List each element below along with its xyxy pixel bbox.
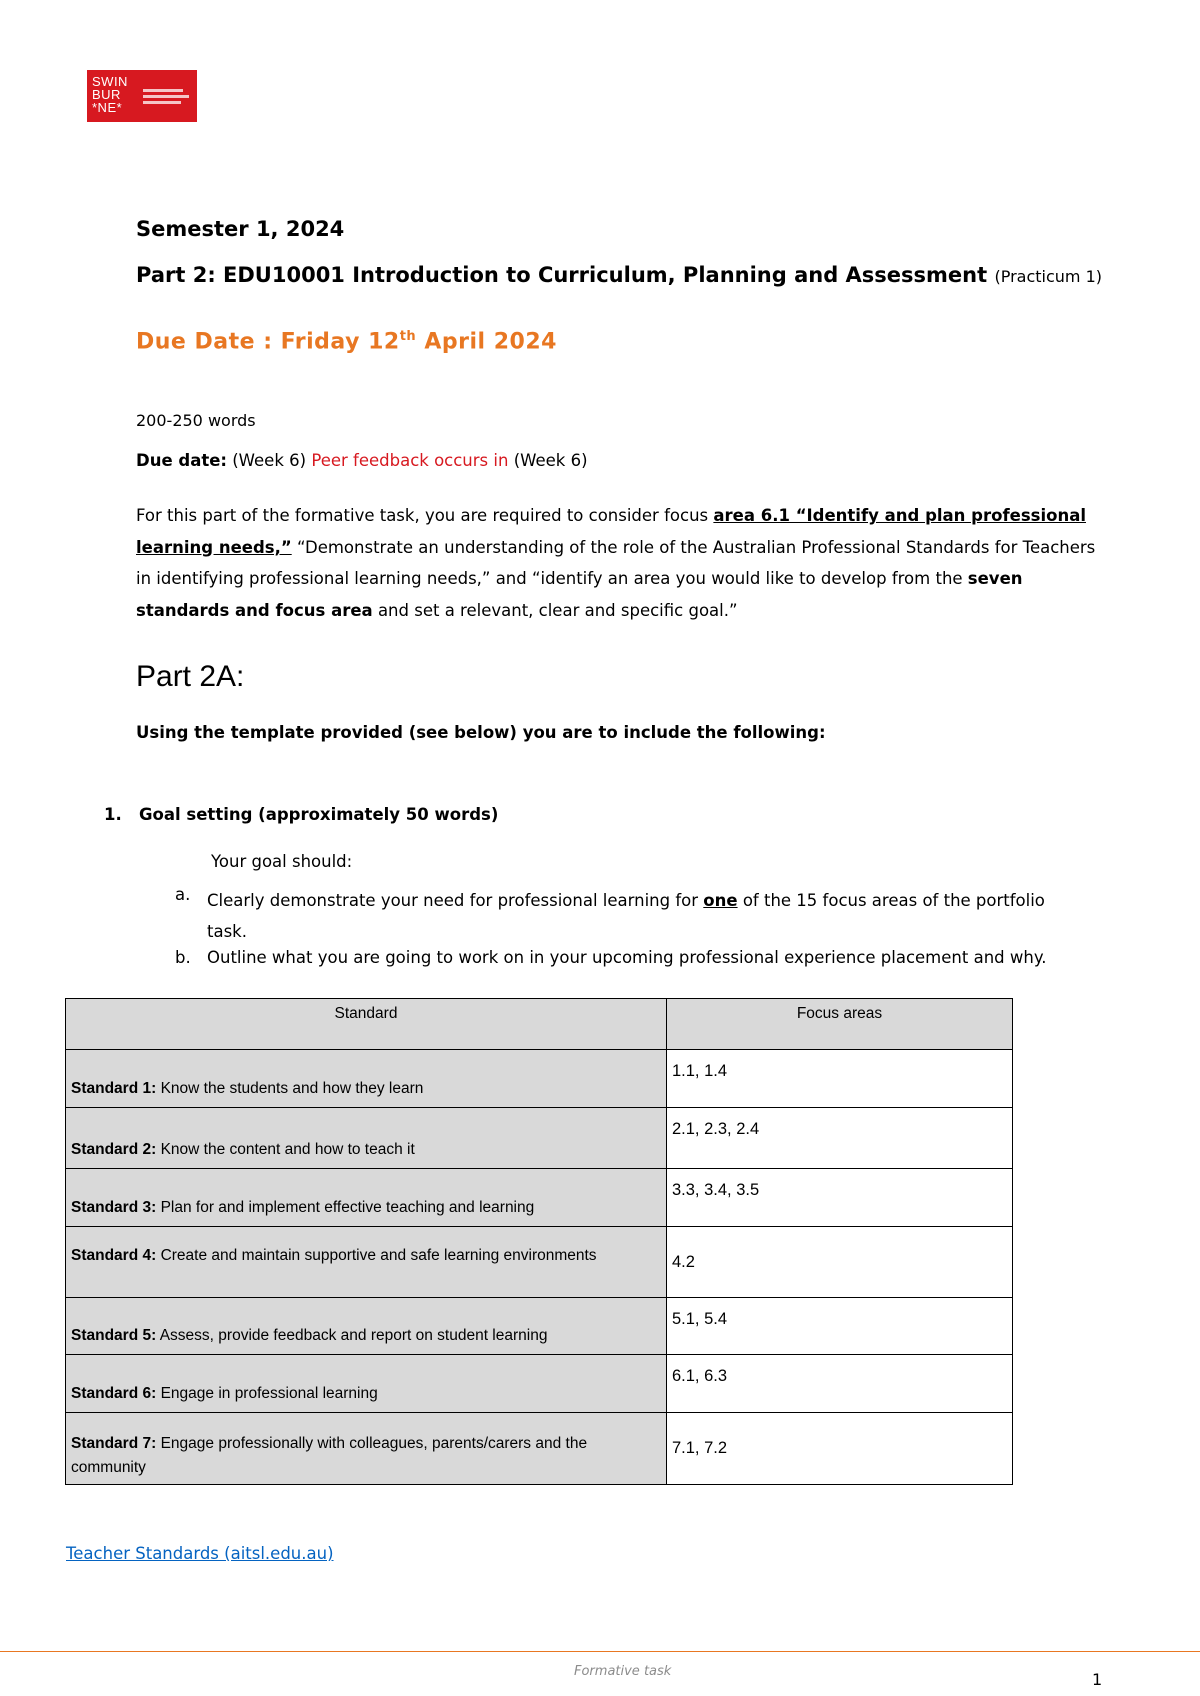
page-number: 1 <box>1092 1670 1103 1689</box>
logo-line-2: BUR <box>92 87 121 102</box>
table-row <box>66 1169 1013 1227</box>
standard-label: Standard 1: <box>71 1080 157 1097</box>
standard-cell <box>66 1298 667 1355</box>
due-date-sup: th <box>399 329 417 344</box>
word-count: 200-250 words <box>136 411 256 430</box>
focus-cell: 1.1, 1.4 <box>667 1050 1013 1108</box>
standard-desc: Assess, provide feedback and report on student learning <box>156 1327 548 1344</box>
footer-divider <box>0 1651 1200 1652</box>
standard-label: Standard 6: <box>71 1385 157 1402</box>
part-title <box>136 263 1102 287</box>
logo-line-3: *NE* <box>92 100 123 115</box>
table-row <box>66 1108 1013 1169</box>
standard-desc: Engage professionally with colleagues, parents/carers and the community <box>71 1435 588 1476</box>
item-a-label: a. <box>175 885 191 904</box>
standard-desc: Plan for and implement effective teaching and learning <box>156 1199 535 1216</box>
goal-intro: Your goal should: <box>211 852 353 871</box>
logo-line-1: SWIN <box>92 74 128 89</box>
focus-cell: 4.2 <box>667 1227 1013 1298</box>
standard-label: Standard 2: <box>71 1141 157 1158</box>
standard-desc: Create and maintain supportive and safe learning environments <box>156 1247 597 1264</box>
item-a-pre: Clearly demonstrate your need for professional learning for <box>207 891 704 910</box>
teacher-standards-link[interactable]: Teacher Standards (aitsl.edu.au) <box>66 1544 334 1563</box>
due-date-suffix: April 2024 <box>416 329 557 355</box>
table-row <box>66 1355 1013 1413</box>
item-a-post: of the 15 focus areas of the portfolio task. <box>207 891 1045 941</box>
due-label: Due date: <box>136 451 227 470</box>
goal-setting-title: Goal setting (approximately 50 words) <box>139 805 499 824</box>
table-row <box>66 1298 1013 1355</box>
header-focus-areas: Focus areas <box>667 999 1013 1050</box>
intro-part-1: For this part of the formative task, you are required to consider focus <box>136 506 714 525</box>
standard-label: Standard 5: <box>71 1327 157 1344</box>
focus-cell: 7.1, 7.2 <box>667 1413 1013 1485</box>
item-a-emphasis: one <box>703 891 738 910</box>
due-date-line <box>136 451 588 470</box>
peer-week: (Week 6) <box>513 451 588 470</box>
standard-cell <box>66 1227 667 1298</box>
item-a <box>207 885 1067 947</box>
table-row <box>66 1050 1013 1108</box>
focus-cell: 5.1, 5.4 <box>667 1298 1013 1355</box>
standard-label: Standard 3: <box>71 1199 157 1216</box>
standard-cell <box>66 1355 667 1413</box>
item-b: Outline what you are going to work on in your upcoming professional experience placement and why. <box>207 948 1047 967</box>
goal-number: 1. <box>104 805 122 824</box>
peer-feedback-text: Peer feedback occurs in <box>311 451 509 470</box>
semester-heading: Semester 1, 2024 <box>136 217 345 241</box>
standard-cell <box>66 1169 667 1227</box>
focus-cell: 2.1, 2.3, 2.4 <box>667 1108 1013 1169</box>
footer-text: Formative task <box>574 1664 672 1679</box>
table-row <box>66 1227 1013 1298</box>
standard-cell <box>66 1050 667 1108</box>
table-header-row <box>66 999 1013 1050</box>
part-2a-heading: Part 2A: <box>136 660 245 693</box>
table-row <box>66 1413 1013 1485</box>
standard-desc: Engage in professional learning <box>156 1385 378 1402</box>
intro-bold: seven standards and focus area <box>136 569 1023 620</box>
intro-paragraph <box>136 500 1096 626</box>
focus-cell: 3.3, 3.4, 3.5 <box>667 1169 1013 1227</box>
standard-cell <box>66 1413 667 1485</box>
logo-tagline-graphic <box>139 70 197 122</box>
standard-label: Standard 4: <box>71 1247 157 1264</box>
due-week: (Week 6) <box>232 451 307 470</box>
part-note: (Practicum 1) <box>994 267 1103 286</box>
standards-table <box>65 998 1013 1485</box>
focus-cell: 6.1, 6.3 <box>667 1355 1013 1413</box>
item-b-label: b. <box>175 948 191 967</box>
intro-part-3: and set a relevant, clear and specific goal.” <box>372 600 738 620</box>
standard-desc: Know the students and how they learn <box>156 1080 424 1097</box>
standard-desc: Know the content and how to teach it <box>156 1141 415 1158</box>
intro-focus-area: area 6.1 “Identify and plan professional learning needs,” <box>136 506 1086 557</box>
intro-part-2: “Demonstrate an understanding of the role of the Australian Professional Standards for Teachers in identifying professional learning needs,” and “identify an area you would like to develop from the <box>136 537 1096 588</box>
standard-label: Standard 7: <box>71 1435 157 1452</box>
part-title-text: Part 2: EDU10001 Introduction to Curriculum, Planning and Assessment <box>136 263 988 287</box>
logo-wordmark <box>87 70 139 122</box>
template-instruction: Using the template provided (see below) you are to include the following: <box>136 723 826 742</box>
swinburne-logo <box>87 70 197 122</box>
header-standard: Standard <box>66 999 667 1050</box>
due-date-heading <box>136 329 557 354</box>
due-date-prefix: Due Date : Friday 12 <box>136 329 400 355</box>
standard-cell <box>66 1108 667 1169</box>
